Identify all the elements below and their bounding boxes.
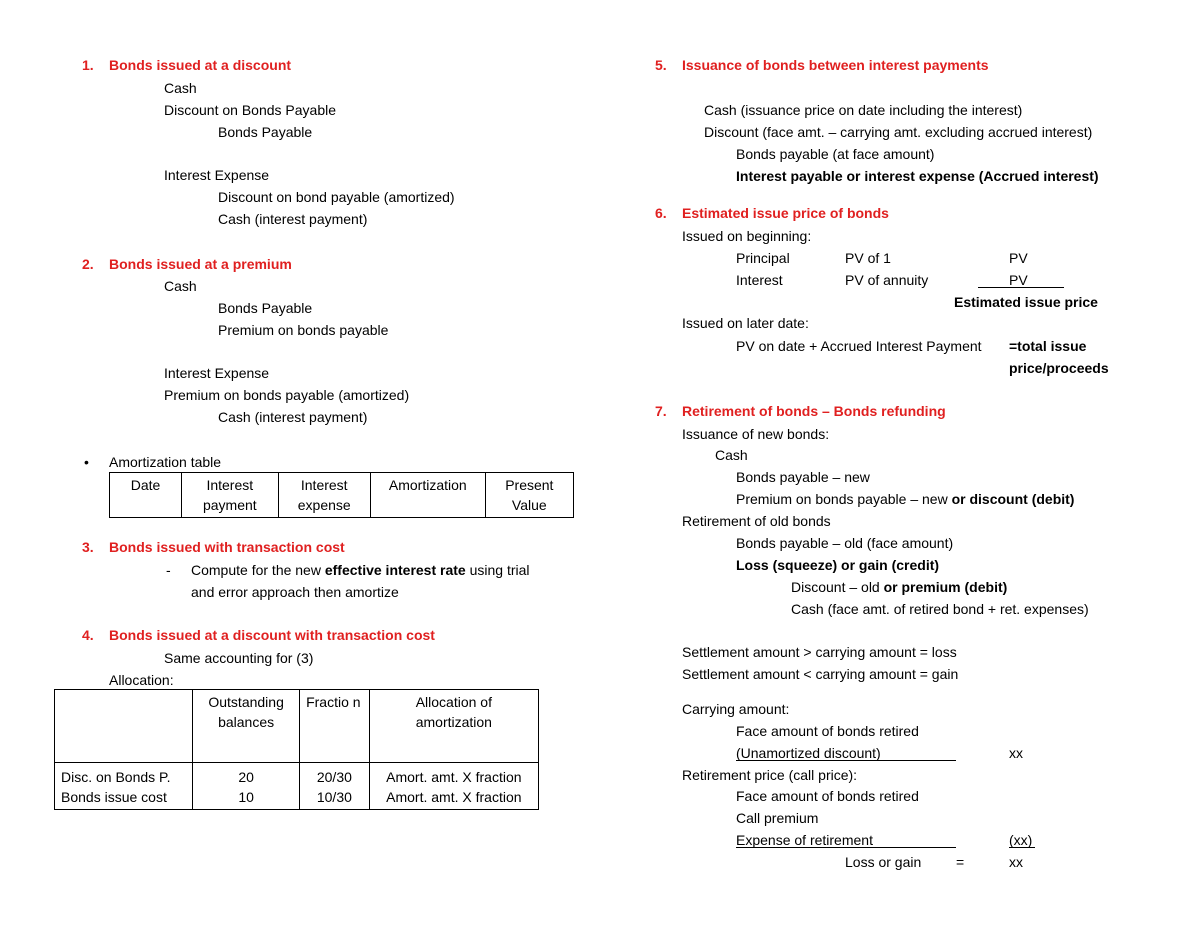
entry-line: =total issue [1009,338,1087,354]
section-2-title: Bonds issued at a premium [109,256,292,272]
table-header: Date [110,473,182,518]
table-header: Interest expense [278,473,370,518]
entry-line: Premium on bonds payable [218,322,389,338]
entry-line: Premium on bonds payable – new or discount (debit) [736,491,1075,507]
entry-line: Discount (face amt. – carrying amt. excluding accrued interest) [704,124,1093,140]
entry-line: Interest [736,272,783,288]
entry-line: Face amount of bonds retired [736,723,919,739]
entry-line: Bonds Payable [218,124,313,140]
entry-line: PV of annuity [845,272,929,288]
entry-line: Loss (squeeze) or gain (credit) [736,557,940,573]
table-cell: 20/30 [300,763,370,788]
section-3-number: 3. [82,539,94,555]
entry-line: PV on date + Accrued Interest Payment [736,338,982,354]
table-row [110,473,574,518]
dash: - [166,562,171,578]
entry-line: Premium on bonds payable (amortized) [164,387,410,403]
entry-line: = [956,854,965,870]
entry-line: Carrying amount: [682,701,790,717]
entry-line: Issued on beginning: [682,228,812,244]
entry-line: xx [1009,854,1023,870]
section-6-title: Estimated issue price of bonds [682,205,889,221]
table-header: Allocation of amortization [369,690,538,763]
entry-line: Settlement amount < carrying amount = gain [682,666,959,682]
allocation-label: Allocation: [109,672,174,688]
table-cell: Amort. amt. X fraction [369,763,538,788]
entry-line: Interest Expense [164,167,270,183]
table-header: Outstanding balances [193,690,300,763]
section-1-title: Bonds issued at a discount [109,57,292,73]
amortization-table [109,472,574,518]
entry-line: Issuance of new bonds: [682,426,830,442]
underline [736,847,956,848]
section-5-title: Issuance of bonds between interest payments [682,57,989,73]
entry-line: xx [1009,745,1023,761]
entry-line: PV [1009,272,1028,288]
entry-line: and error approach then amortize [191,584,399,600]
section-5-number: 5. [655,57,667,73]
table-header: Present Value [485,473,573,518]
section-3-title: Bonds issued with transaction cost [109,539,345,555]
entry-line: Discount on Bonds Payable [164,102,336,118]
entry-line: Cash [715,447,748,463]
entry-line: Retirement of old bonds [682,513,831,529]
entry-line: Cash (interest payment) [218,211,368,227]
entry-line: Discount on bond payable (amortized) [218,189,455,205]
entry-line: Cash (issuance price on date including the interest) [704,102,1023,118]
section-4-number: 4. [82,627,94,643]
table-header: Fractio n [300,690,370,763]
entry-line: Interest Expense [164,365,270,381]
entry-line: Compute for the new effective interest rate using trial [191,562,530,578]
section-7-number: 7. [655,403,667,419]
section-4-title: Bonds issued at a discount with transaction cost [109,627,435,643]
entry-line: Loss or gain [845,854,922,870]
entry-line: Settlement amount > carrying amount = loss [682,644,957,660]
underline [1009,847,1035,848]
table-header: Interest payment [182,473,278,518]
entry-line: Estimated issue price [954,294,1098,310]
entry-line: (Unamortized discount) [736,745,881,761]
entry-line: Bonds payable – new [736,469,870,485]
entry-line: PV of 1 [845,250,891,266]
allocation-table [54,689,539,810]
table-row [55,763,539,788]
entry-line: Expense of retirement [736,832,873,848]
table-cell: 10 [193,787,300,810]
entry-line: Principal [736,250,790,266]
entry-line: Discount – old or premium (debit) [791,579,1008,595]
amortization-label: Amortization table [109,454,222,470]
entry-line: Cash (interest payment) [218,409,368,425]
entry-line: Bonds payable (at face amount) [736,146,935,162]
table-cell: 10/30 [300,787,370,810]
section-6-number: 6. [655,205,667,221]
entry-line: PV [1009,250,1028,266]
entry-line: (xx) [1009,832,1033,848]
section-2-number: 2. [82,256,94,272]
table-header [55,690,193,763]
section-1-number: 1. [82,57,94,73]
table-cell: 20 [193,763,300,788]
table-cell: Bonds issue cost [55,787,193,810]
entry-line: Same accounting for (3) [164,650,314,666]
table-header: Amortization [370,473,485,518]
entry-line: Bonds Payable [218,300,313,316]
underline [978,287,1064,288]
entry-line: Cash [164,278,197,294]
table-cell: Disc. on Bonds P. [55,763,193,788]
entry-line: Interest payable or interest expense (Accrued interest) [736,168,1099,184]
table-cell: Amort. amt. X fraction [369,787,538,810]
entry-line: Face amount of bonds retired [736,788,919,804]
entry-line: Call premium [736,810,819,826]
bullet-icon: • [84,454,89,470]
entry-line: Bonds payable – old (face amount) [736,535,954,551]
table-row [55,690,539,763]
entry-line: Cash [164,80,197,96]
underline [736,760,956,761]
entry-line: Issued on later date: [682,315,809,331]
entry-line: Retirement price (call price): [682,767,858,783]
table-row [55,787,539,810]
entry-line: price/proceeds [1009,360,1109,376]
entry-line: Cash (face amt. of retired bond + ret. expenses) [791,601,1089,617]
section-7-title: Retirement of bonds – Bonds refunding [682,403,946,419]
